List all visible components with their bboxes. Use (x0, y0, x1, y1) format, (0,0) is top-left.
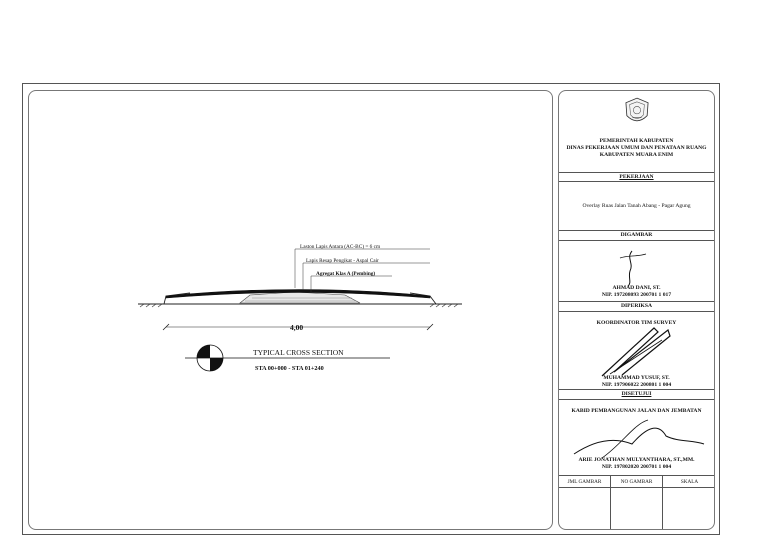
regency-emblem-icon (625, 97, 649, 127)
layer-label-3: Agregat Klas A (Pembing) (316, 271, 376, 277)
footer-col-drawing-number (611, 476, 663, 530)
checker-nip: NIP. 197906022 200801 1 004 (601, 382, 672, 388)
drawer-signature (562, 243, 712, 288)
aggregate-base-layer (240, 292, 360, 303)
drawn-header-label: DIGAMBAR (620, 232, 653, 238)
leader-line-1 (295, 249, 430, 288)
project-name: Overlay Ruas Jalan Tanah Abang - Pagar Agung (582, 203, 691, 209)
drawn-header (559, 231, 714, 241)
agency-line-2: DINAS PEKERJAAN UMUM DAN PENATAAN RUANG (566, 145, 707, 151)
agency-line-3: KABUPATEN MUARA ENIM (599, 152, 674, 158)
footer-table (559, 476, 714, 530)
typical-cross-section-drawing (130, 235, 470, 380)
checker-signature (562, 320, 712, 380)
footer-col-label: NO GAMBAR (620, 479, 653, 485)
approver-role: KABID PEMBANGUNAN JALAN DAN JEMBATAN (571, 408, 702, 414)
footer-col-drawing-count (559, 476, 611, 530)
project-header-label: PEKERJAAN (619, 174, 654, 180)
project-name-section (559, 182, 714, 231)
layer-label-1: Laston Lapis Antara (AC-BC) = 6 cm (300, 244, 381, 250)
checked-header-label: DIPERIKSA (620, 303, 653, 309)
checker-role: KOORDINATOR TIM SURVEY (596, 320, 677, 326)
width-dimension-label: 4,00 (290, 323, 304, 332)
agency-section (559, 91, 714, 173)
approved-section (559, 400, 714, 476)
checked-header (559, 302, 714, 312)
approved-header-label: DISETUJUI (621, 391, 652, 397)
section-title: TYPICAL CROSS SECTION (253, 348, 344, 357)
footer-col-label: SKALA (680, 479, 699, 485)
agency-line-1: PEMERINTAH KABUPATEN (599, 138, 674, 144)
drawn-section (559, 241, 714, 302)
title-block (558, 90, 715, 530)
drawer-name: AHMAD DANI, ST. (612, 285, 661, 291)
footer-header-divider (559, 487, 714, 488)
project-header (559, 173, 714, 182)
approver-name: ARIE JONATHAN MULYANTHARA, ST.,MM. (578, 457, 695, 463)
approved-header (559, 390, 714, 400)
footer-col-scale (663, 476, 715, 530)
checker-name: MUHAMMAD YUSUF, ST. (603, 375, 670, 381)
checked-section (559, 312, 714, 390)
approver-nip: NIP. 197802020 200701 1 004 (601, 464, 672, 470)
drawer-nip: NIP. 197208093 200701 1 017 (601, 292, 672, 298)
station-range: STA 00+000 - STA 01+240 (255, 365, 324, 372)
footer-col-label: JML GAMBAR (567, 479, 602, 485)
layer-label-2: Lapis Resap Pengikat - Aspal Cair (306, 258, 379, 264)
